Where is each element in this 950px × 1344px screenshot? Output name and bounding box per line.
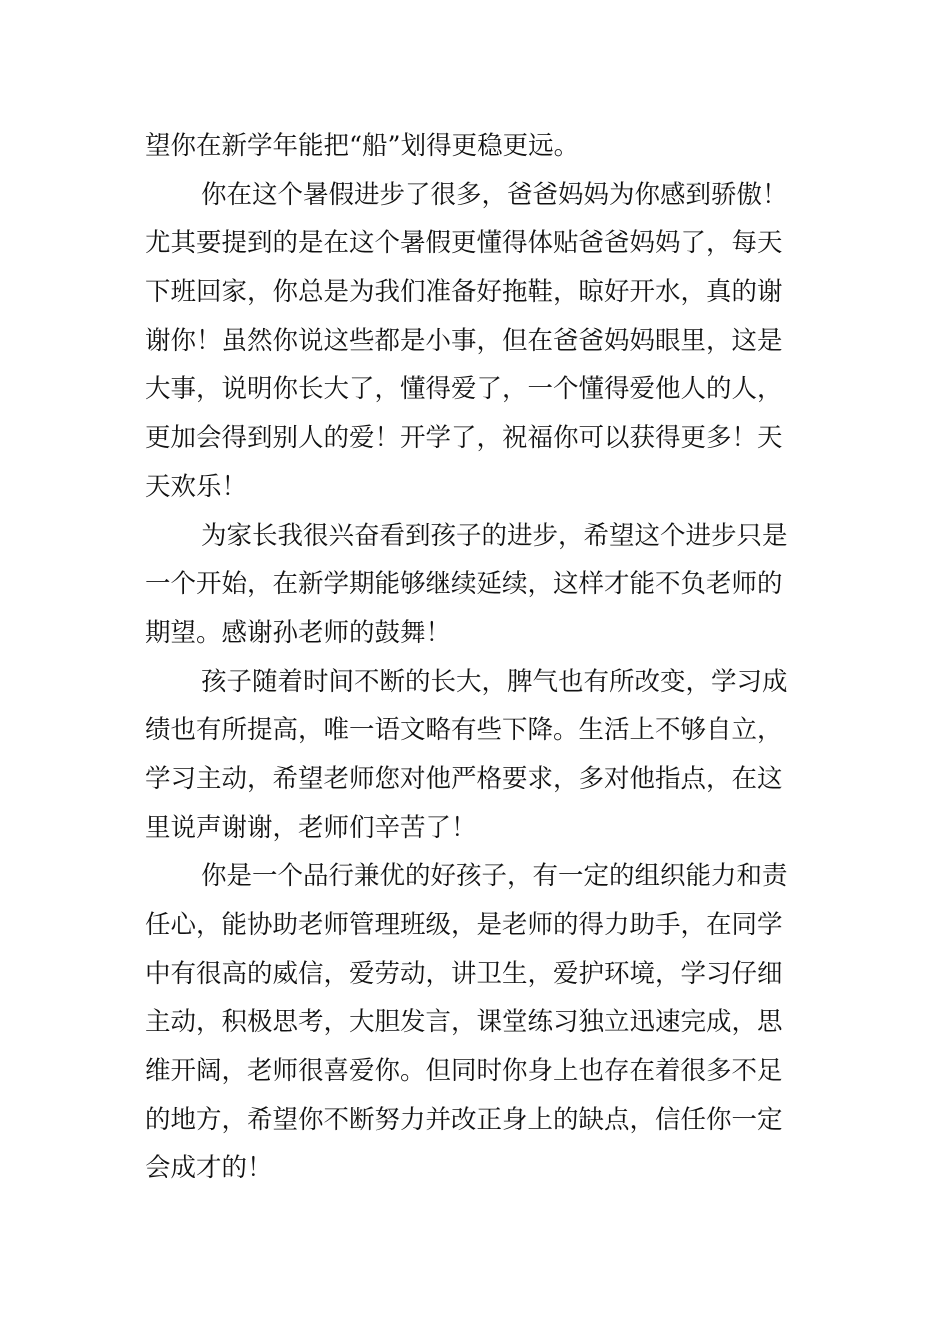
paragraph-line: 绩也有所提高，唯一语文略有些下降。生活上不够自立， (145, 715, 783, 746)
paragraph-line: 为家长我很兴奋看到孩子的进步，希望这个进步只是 (201, 520, 788, 551)
paragraph-line: 下班回家，你总是为我们准备好拖鞋，晾好开水，真的谢 (145, 277, 783, 308)
paragraph-line: 会成才的！ (145, 1153, 273, 1184)
paragraph-line: 望你在新学年能把“船”划得更稳更远。 (145, 131, 580, 161)
paragraph-line: 大事，说明你长大了，懂得爱了，一个懂得爱他人的人， (145, 374, 783, 405)
paragraph-line: 孩子随着时间不断的长大，脾气也有所改变，学习成 (201, 666, 788, 697)
paragraph-line: 你是一个品行兼优的好孩子，有一定的组织能力和责 (201, 861, 788, 892)
paragraph-line: 你在这个暑假进步了很多，爸爸妈妈为你感到骄傲！ (201, 179, 788, 210)
paragraph-line: 期望。感谢孙老师的鼓舞！ (145, 617, 452, 648)
paragraph-line: 的地方，希望你不断努力并改正身上的缺点，信任你一定 (145, 1104, 783, 1135)
paragraph-line: 一个开始，在新学期能够继续延续，这样才能不负老师的 (145, 569, 783, 600)
paragraph-line: 主动，积极思考，大胆发言，课堂练习独立迅速完成，思 (145, 1007, 783, 1038)
paragraph-line: 任心，能协助老师管理班级，是老师的得力助手，在同学 (145, 910, 783, 940)
document-body (145, 122, 815, 1193)
paragraph-line: 天欢乐！ (145, 471, 248, 502)
paragraph-line: 里说声谢谢，老师们辛苦了！ (145, 812, 477, 843)
paragraph-line: 学习主动，希望老师您对他严格要求，多对他指点，在这 (145, 763, 783, 794)
paragraph-line: 维开阔，老师很喜爱你。但同时你身上也存在着很多不足 (145, 1056, 783, 1087)
paragraph-line: 谢你！虽然你说这些都是小事，但在爸爸妈妈眼里，这是 (145, 325, 783, 356)
paragraph-line: 更加会得到别人的爱！开学了，祝福你可以获得更多！天 (145, 423, 783, 454)
paragraph-line: 中有很高的威信，爱劳动，讲卫生，爱护环境，学习仔细 (145, 958, 783, 989)
paragraph-line: 尤其要提到的是在这个暑假更懂得体贴爸爸妈妈了，每天 (145, 228, 783, 259)
